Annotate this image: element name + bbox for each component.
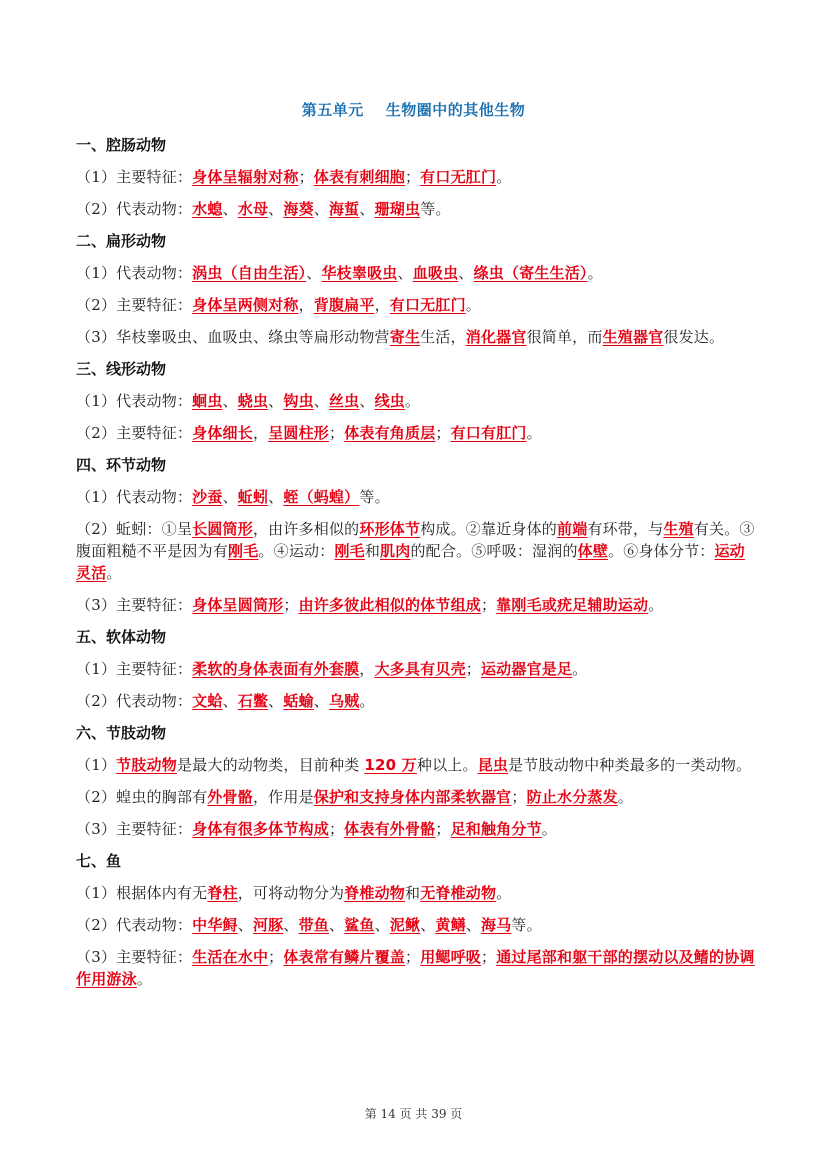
paragraph	[76, 326, 756, 348]
section-heading: 五、软体动物	[76, 628, 167, 646]
key-term: 沙蚕	[192, 488, 223, 506]
text-segment: 、	[374, 916, 390, 934]
paragraph	[76, 486, 756, 508]
section-heading: 二、扁形动物	[76, 232, 167, 250]
key-term: 有口无肛门	[420, 168, 497, 186]
section	[76, 722, 756, 840]
text-segment: 等。	[359, 488, 390, 506]
text-segment: 。	[617, 788, 633, 806]
key-term: 无脊椎动物	[420, 884, 497, 902]
key-term: 涡虫（自由生活）	[192, 264, 307, 282]
text-segment: （1）代表动物：	[76, 264, 193, 282]
key-term: 身体呈圆筒形	[192, 596, 284, 614]
text-segment: 、	[328, 916, 345, 934]
key-term: 长圆筒形	[192, 520, 253, 538]
key-term: 黄鳝	[435, 916, 466, 934]
key-term: 水母	[237, 200, 269, 218]
section-heading: 六、节肢动物	[76, 724, 167, 742]
paragraph	[76, 946, 756, 990]
paragraph	[76, 882, 756, 904]
text-segment: 、	[313, 392, 329, 410]
key-term: 绦虫（寄生生活）	[473, 264, 588, 282]
section	[76, 454, 756, 616]
text-segment: （3）主要特征：	[76, 596, 193, 614]
key-term: 靠刚毛或疣足辅助运动	[496, 596, 649, 614]
section	[76, 850, 756, 990]
key-term: 肌肉	[380, 542, 411, 560]
key-term: 柔软的身体表面有外套膜	[192, 660, 360, 678]
key-term: 珊瑚虫	[374, 200, 421, 218]
text-segment: ；	[435, 820, 451, 838]
key-term: 体表有外骨骼	[344, 820, 436, 838]
text-segment: 是节肢动物中种类最多的一类动物。	[508, 756, 752, 774]
key-term: 泥鳅	[389, 916, 421, 934]
text-segment: （1）主要特征：	[76, 168, 193, 186]
text-segment: （2）代表动物：	[76, 200, 193, 218]
text-segment: 等。	[511, 916, 542, 934]
paragraph	[76, 422, 756, 444]
text-segment: 、	[222, 200, 238, 218]
key-term: 丝虫	[328, 392, 360, 410]
text-segment: 。	[587, 264, 603, 282]
text-segment: 。	[572, 660, 588, 678]
text-segment: 、	[222, 392, 238, 410]
text-segment: ；	[465, 660, 481, 678]
text-segment: 。	[496, 884, 512, 902]
key-term: 有口有肛门	[450, 424, 527, 442]
text-segment: 、	[313, 200, 329, 218]
text-segment: 、	[458, 264, 474, 282]
key-term: 海马	[481, 916, 512, 934]
key-term: 中华鲟	[192, 916, 238, 934]
paragraph	[76, 390, 756, 412]
section-heading: 四、环节动物	[76, 456, 167, 474]
key-term: 保护和支持身体内部柔软器官	[313, 788, 512, 806]
text-segment: 、	[283, 916, 299, 934]
text-segment: 。	[526, 424, 542, 442]
paragraph	[76, 198, 756, 220]
text-segment: 生活，	[420, 328, 466, 346]
text-segment: ；	[480, 596, 497, 614]
text-segment: 很简单，而	[526, 328, 603, 346]
key-term: 体表有刺细胞	[313, 168, 405, 186]
key-term: 线虫	[374, 392, 405, 410]
key-term: 运动器官是足	[480, 660, 573, 678]
text-segment: ，可将动物分为	[237, 884, 345, 902]
key-term: 身体呈辐射对称	[192, 168, 299, 186]
text-segment: 、	[359, 392, 375, 410]
text-segment: ；	[511, 788, 527, 806]
text-segment: 、	[420, 916, 436, 934]
key-term: 通过尾部和躯干部的摆动以及鳍的协调作用游泳	[76, 948, 755, 988]
key-term: 蛭（蚂蝗）	[283, 488, 360, 506]
text-segment: 、	[237, 916, 253, 934]
text-segment: 很发达。	[663, 328, 725, 346]
text-segment: 、	[313, 692, 329, 710]
text-segment: ；	[404, 168, 421, 186]
section	[76, 626, 756, 712]
text-segment: ；	[481, 948, 497, 966]
text-segment: （1）主要特征：	[76, 660, 193, 678]
key-term: 血吸虫	[412, 264, 459, 282]
text-segment: （1）代表动物：	[76, 488, 193, 506]
key-term: 海葵	[283, 200, 314, 218]
text-segment: 的配合。⑤呼吸：湿润的	[410, 542, 578, 560]
text-segment: 。	[106, 564, 122, 582]
text-segment: （2）代表动物：	[76, 692, 193, 710]
section	[76, 230, 756, 348]
text-segment: （2）代表动物：	[76, 916, 193, 934]
key-term: 由许多彼此相似的体节组成	[298, 596, 481, 614]
text-segment: （2）蝗虫的胸部有	[76, 788, 208, 806]
key-term: 运动灵活	[76, 542, 745, 582]
key-term: 外骨骼	[207, 788, 253, 806]
text-segment: 、	[268, 488, 284, 506]
key-term: 河豚	[252, 916, 284, 934]
key-term: 带鱼	[298, 916, 329, 934]
text-segment: 。⑥身体分节：	[608, 542, 715, 560]
key-term: 防止水分蒸发	[526, 788, 618, 806]
key-term: 背腹扁平	[313, 296, 375, 314]
key-term: 蛞蝓	[283, 692, 314, 710]
unit-name: 生物圈中的其他生物	[385, 101, 526, 119]
text-segment: 、	[359, 200, 375, 218]
page-title	[0, 99, 827, 120]
text-segment: ；	[298, 168, 314, 186]
text-segment: （1）代表动物：	[76, 392, 193, 410]
text-segment: 、	[268, 200, 284, 218]
key-term: 用鳃呼吸	[420, 948, 481, 966]
key-term: 消化器官	[465, 328, 527, 346]
section	[76, 134, 756, 220]
text-segment: ；	[404, 948, 421, 966]
text-segment: 和	[404, 884, 421, 902]
text-segment: 。	[496, 168, 512, 186]
section	[76, 358, 756, 444]
key-term: 昆虫	[477, 756, 509, 774]
key-term: 鲨鱼	[344, 916, 375, 934]
key-term: 脊椎动物	[344, 884, 405, 902]
key-term: 体表常有鳞片覆盖	[283, 948, 405, 966]
paragraph	[76, 594, 756, 616]
text-segment: 、	[306, 264, 322, 282]
text-segment: ；	[268, 948, 284, 966]
key-term: 文蛤	[192, 692, 223, 710]
text-segment: ；	[328, 820, 345, 838]
text-segment: 有关。③腹面粗糙不平是因为有	[76, 520, 755, 560]
text-segment: 构成。②靠近身体的	[420, 520, 557, 538]
paragraph	[76, 914, 756, 936]
section-heading: 三、线形动物	[76, 360, 167, 378]
key-term: 身体细长	[192, 424, 253, 442]
section-heading: 七、鱼	[76, 852, 122, 870]
text-segment: （2）主要特征：	[76, 296, 193, 314]
text-segment: ，	[359, 660, 375, 678]
text-segment: 、	[268, 392, 284, 410]
text-segment: 。	[465, 296, 481, 314]
key-term: 足和触角分节	[450, 820, 542, 838]
key-term: 乌贼	[328, 692, 360, 710]
text-segment: 、	[397, 264, 413, 282]
text-segment: （2）主要特征：	[76, 424, 193, 442]
text-segment: ；	[283, 596, 299, 614]
text-segment: 。④运动：	[258, 542, 335, 560]
key-term: 体表有角质层	[344, 424, 436, 442]
key-term: 刚毛	[228, 542, 259, 560]
text-segment: ，	[252, 424, 269, 442]
key-term: 呈圆柱形	[268, 424, 329, 442]
key-term: 环形体节	[359, 520, 421, 538]
text-segment: ；	[328, 424, 345, 442]
text-segment: 、	[222, 692, 238, 710]
document-body	[76, 134, 756, 1000]
key-term: 身体呈两侧对称	[192, 296, 299, 314]
text-segment: ；	[435, 424, 451, 442]
key-term: 生殖器官	[602, 328, 664, 346]
text-segment: （3）华枝睾吸虫、血吸虫、绦虫等扁形动物营	[76, 328, 390, 346]
text-segment: 等。	[420, 200, 451, 218]
text-segment: 是最大的动物类，目前种类	[176, 756, 365, 774]
key-term: 蛲虫	[237, 392, 269, 410]
text-segment: ，作用是	[252, 788, 314, 806]
paragraph	[76, 166, 756, 188]
text-segment: 、	[465, 916, 482, 934]
section-heading: 一、腔肠动物	[76, 136, 167, 154]
text-segment: 有环带，与	[587, 520, 664, 538]
unit-label: 第五单元	[301, 101, 364, 119]
text-segment: （1）根据体内有无	[76, 884, 208, 902]
text-segment: （2）蚯蚓：①呈	[76, 520, 193, 538]
key-term: 有口无肛门	[389, 296, 466, 314]
paragraph	[76, 754, 756, 776]
key-term: 华枝睾吸虫	[321, 264, 398, 282]
page-number: 第 14 页 共 39 页	[364, 1107, 463, 1121]
key-term: 蚯蚓	[237, 488, 269, 506]
key-term: 海蜇	[328, 200, 360, 218]
key-term: 节肢动物	[116, 756, 177, 774]
text-segment: ，	[374, 296, 390, 314]
key-term: 水螅	[192, 200, 223, 218]
text-segment: （3）主要特征：	[76, 820, 193, 838]
paragraph	[76, 786, 756, 808]
key-term: 生殖	[663, 520, 694, 538]
paragraph	[76, 518, 756, 584]
key-term: 脊柱	[207, 884, 238, 902]
text-segment: 和	[364, 542, 381, 560]
key-term: 生活在水中	[192, 948, 269, 966]
key-term: 蛔虫	[192, 392, 223, 410]
key-term: 石鳖	[237, 692, 269, 710]
key-term: 120 万	[364, 756, 417, 774]
key-term: 寄生	[389, 328, 421, 346]
text-segment: 种以上。	[416, 756, 478, 774]
text-segment: 、	[222, 488, 238, 506]
text-segment: 。	[648, 596, 664, 614]
key-term: 前端	[557, 520, 588, 538]
paragraph	[76, 818, 756, 840]
text-segment: （3）主要特征：	[76, 948, 193, 966]
text-segment: 、	[268, 692, 284, 710]
paragraph	[76, 658, 756, 680]
text-segment: ，由许多相似的	[252, 520, 360, 538]
text-segment: 。	[136, 970, 153, 988]
text-segment: ，	[298, 296, 314, 314]
key-term: 刚毛	[334, 542, 365, 560]
text-segment: 。	[405, 392, 421, 410]
paragraph	[76, 690, 756, 712]
key-term: 大多具有贝壳	[374, 660, 466, 678]
key-term: 身体有很多体节构成	[192, 820, 329, 838]
key-term: 钩虫	[283, 392, 314, 410]
key-term: 体壁	[577, 542, 609, 560]
text-segment: 。	[541, 820, 557, 838]
text-segment: （1）	[76, 756, 117, 774]
paragraph	[76, 262, 756, 284]
paragraph	[76, 294, 756, 316]
text-segment: 。	[359, 692, 375, 710]
